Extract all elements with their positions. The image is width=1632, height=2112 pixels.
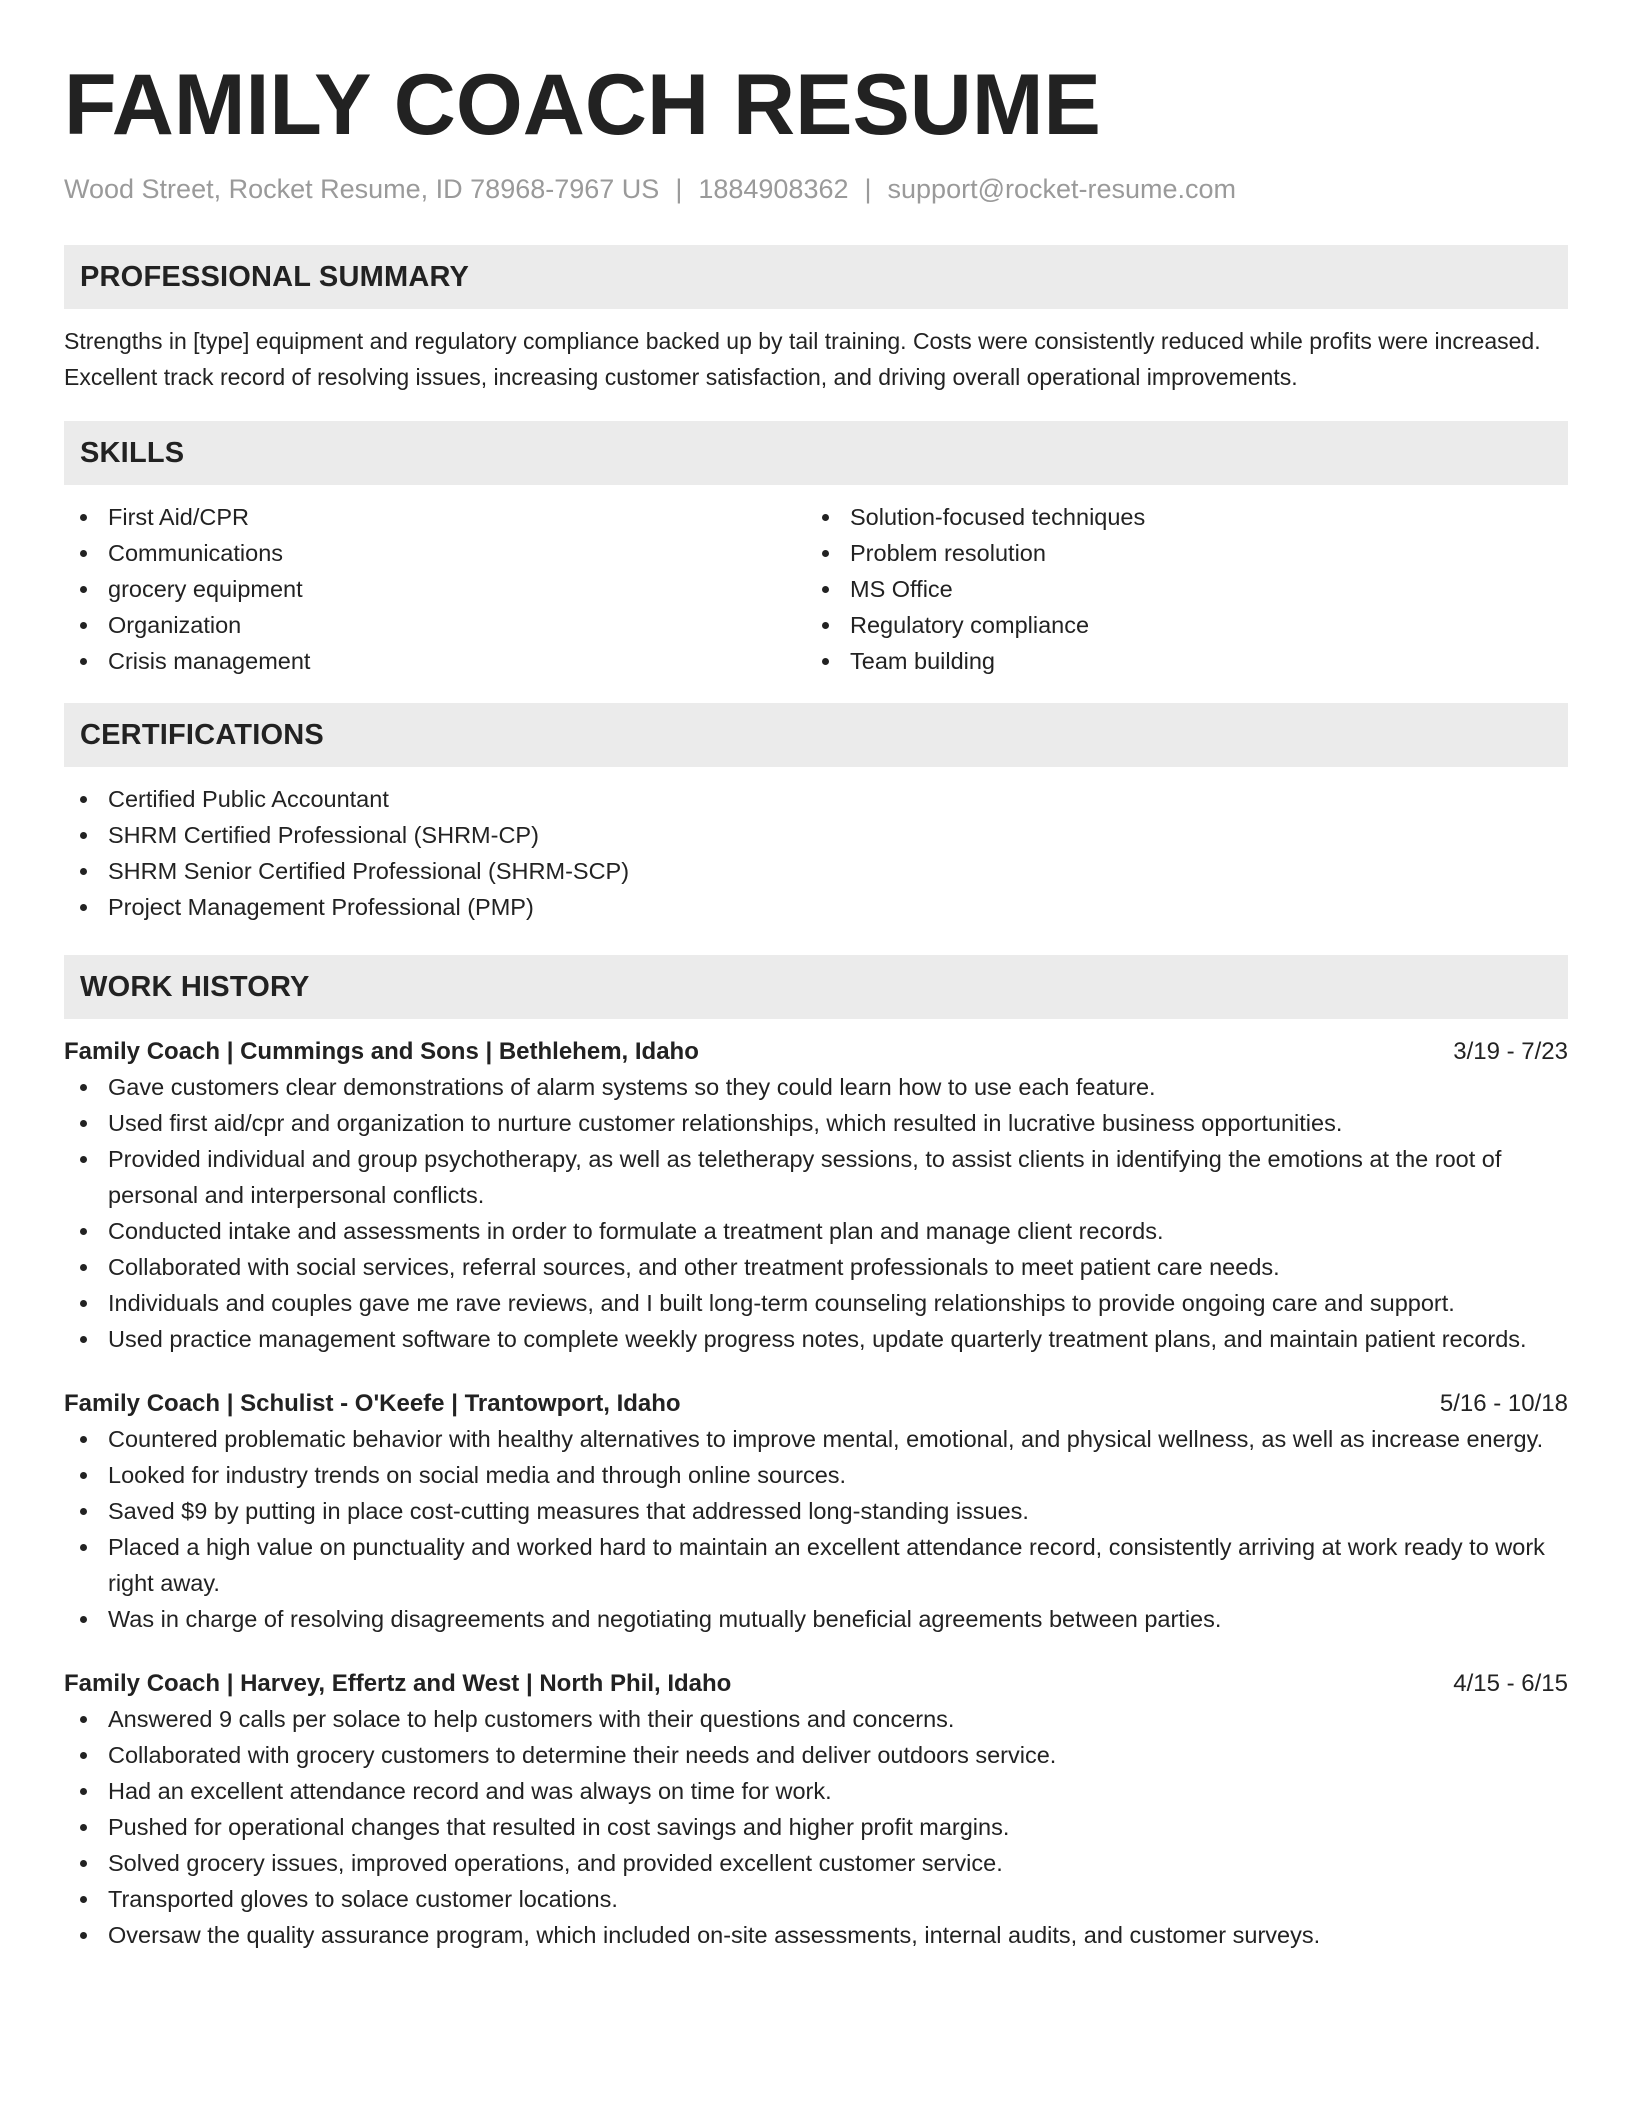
contact-separator: | [675, 174, 683, 204]
contact-phone: 1884908362 [698, 174, 849, 204]
job-bullet: Answered 9 calls per solace to help customers with their questions and concerns. [64, 1701, 1568, 1737]
job-title: Family Coach | Schulist - O'Keefe | Trantowport, Idaho [64, 1390, 681, 1417]
job-bullet: Transported gloves to solace customer locations. [64, 1881, 1568, 1917]
skill-item: Crisis management [64, 643, 806, 679]
contact-address: Wood Street, Rocket Resume, ID 78968-7967 US [64, 174, 660, 204]
skill-item: Organization [64, 607, 806, 643]
job-bullet: Solved grocery issues, improved operations, and provided excellent customer service. [64, 1845, 1568, 1881]
skill-item: Regulatory compliance [806, 607, 1548, 643]
certification-item: Certified Public Accountant [64, 781, 1568, 817]
job-header [64, 1667, 1568, 1701]
skills-list-right [806, 499, 1548, 679]
job-bullet: Placed a high value on punctuality and worked hard to maintain an excellent attendance record, consistently arriving at work ready to work right away. [64, 1529, 1568, 1601]
job-bullet: Collaborated with grocery customers to determine their needs and deliver outdoors service. [64, 1737, 1568, 1773]
job-header [64, 1387, 1568, 1421]
job-header [64, 1035, 1568, 1069]
certifications-list [64, 781, 1568, 925]
job-entry [64, 1667, 1568, 1953]
skill-item: Solution-focused techniques [806, 499, 1548, 535]
job-bullet: Used practice management software to complete weekly progress notes, update quarterly treatment plans, and maintain patient records. [64, 1321, 1568, 1357]
section-header-summary: PROFESSIONAL SUMMARY [64, 245, 1568, 309]
job-bullet: Pushed for operational changes that resulted in cost savings and higher profit margins. [64, 1809, 1568, 1845]
job-dates: 3/19 - 7/23 [1453, 1038, 1568, 1065]
skill-item: grocery equipment [64, 571, 806, 607]
job-title: Family Coach | Cummings and Sons | Bethlehem, Idaho [64, 1038, 699, 1065]
job-bullet: Was in charge of resolving disagreements and negotiating mutually beneficial agreements between parties. [64, 1601, 1568, 1637]
section-header-skills: SKILLS [64, 421, 1568, 485]
job-bullet: Countered problematic behavior with healthy alternatives to improve mental, emotional, and physical wellness, as well as increase energy. [64, 1421, 1568, 1457]
skill-item: Problem resolution [806, 535, 1548, 571]
job-bullet: Oversaw the quality assurance program, which included on-site assessments, internal audits, and customer surveys. [64, 1917, 1568, 1953]
skills-column-left [64, 499, 806, 679]
job-bullet: Looked for industry trends on social media and through online sources. [64, 1457, 1568, 1493]
job-bullet: Provided individual and group psychotherapy, as well as teletherapy sessions, to assist clients in identifying the emotions at the root of personal and interpersonal conflicts. [64, 1141, 1568, 1213]
job-bullets [64, 1421, 1568, 1637]
job-bullet: Had an excellent attendance record and was always on time for work. [64, 1773, 1568, 1809]
section-header-work-history: WORK HISTORY [64, 955, 1568, 1019]
job-bullets [64, 1701, 1568, 1953]
job-dates: 4/15 - 6/15 [1453, 1670, 1568, 1697]
contact-email: support@rocket-resume.com [887, 174, 1237, 204]
job-bullet: Used first aid/cpr and organization to nurture customer relationships, which resulted in lucrative business opportunities. [64, 1105, 1568, 1141]
job-bullet: Conducted intake and assessments in order to formulate a treatment plan and manage client records. [64, 1213, 1568, 1249]
resume-title: FAMILY COACH RESUME [64, 57, 1101, 153]
contact-separator: | [864, 174, 872, 204]
job-bullet: Collaborated with social services, referral sources, and other treatment professionals to meet patient care needs. [64, 1249, 1568, 1285]
skill-item: Communications [64, 535, 806, 571]
skill-item: First Aid/CPR [64, 499, 806, 535]
skill-item: MS Office [806, 571, 1548, 607]
job-entry [64, 1387, 1568, 1637]
job-title: Family Coach | Harvey, Effertz and West | North Phil, Idaho [64, 1670, 732, 1697]
skills-list-left [64, 499, 806, 679]
summary-text: Strengths in [type] equipment and regulatory compliance backed up by tail training. Costs were consistently reduced while profits were increased. Excellent track record of resolving issues, increasing customer satisfaction, and driving overall operational improvements. [64, 328, 1541, 390]
certification-item: Project Management Professional (PMP) [64, 889, 1568, 925]
skills-column-right [806, 499, 1548, 679]
certification-item: SHRM Senior Certified Professional (SHRM-SCP) [64, 853, 1568, 889]
job-bullet: Saved $9 by putting in place cost-cutting measures that addressed long-standing issues. [64, 1493, 1568, 1529]
job-bullet: Gave customers clear demonstrations of alarm systems so they could learn how to use each feature. [64, 1069, 1568, 1105]
skill-item: Team building [806, 643, 1548, 679]
section-header-certifications: CERTIFICATIONS [64, 703, 1568, 767]
job-dates: 5/16 - 10/18 [1439, 1390, 1568, 1417]
certification-item: SHRM Certified Professional (SHRM-CP) [64, 817, 1568, 853]
skills-grid [64, 499, 1568, 679]
job-bullets [64, 1069, 1568, 1357]
job-entry [64, 1035, 1568, 1357]
contact-line [64, 172, 1568, 206]
job-bullet: Individuals and couples gave me rave reviews, and I built long-term counseling relationships to provide ongoing care and support. [64, 1285, 1568, 1321]
